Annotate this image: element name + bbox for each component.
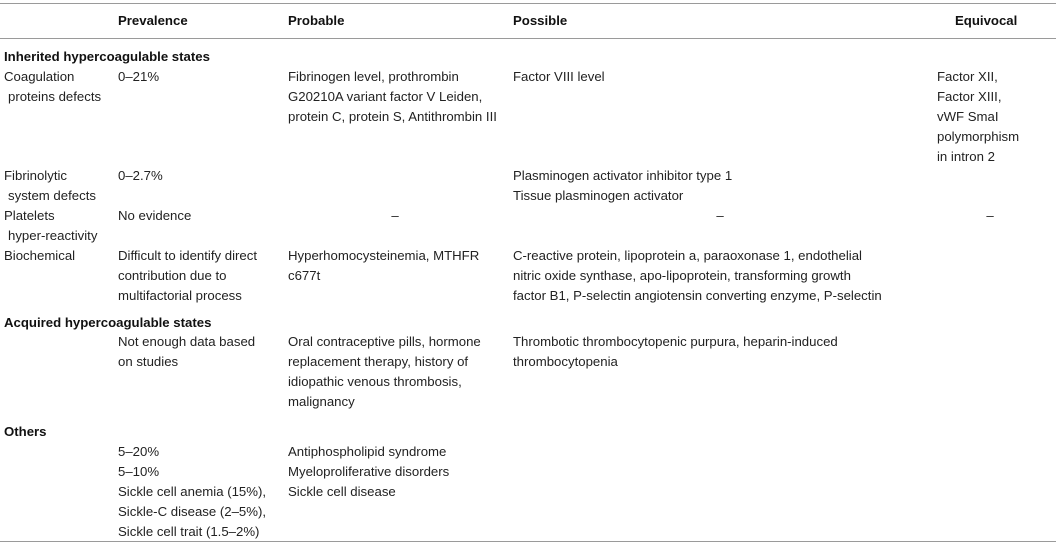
top-rule xyxy=(0,3,1056,4)
cell-line: multifactorial process xyxy=(118,288,242,303)
cell-line: Myeloproliferative disorders xyxy=(288,464,450,479)
cell-line: Hyperhomocysteinemia, MTHFR xyxy=(288,248,480,263)
cell-line: Not enough data based xyxy=(118,334,256,349)
cell-line: 0–21% xyxy=(118,69,160,84)
others-prevalence xyxy=(118,442,266,542)
cell-line: C-reactive protein, lipoprotein a, paraoxonase 1, endothelial xyxy=(513,248,862,263)
header-possible: Possible xyxy=(513,13,568,28)
acquired-prevalence xyxy=(118,332,255,372)
cell-line: Sickle-C disease (2–5%), xyxy=(118,504,267,519)
header-prevalence: Prevalence xyxy=(118,13,188,28)
cell-line: nitric oxide synthase, apo-lipoprotein, transforming growth xyxy=(513,268,851,283)
acquired-probable xyxy=(288,332,481,412)
cell-line: G20210A variant factor V Leiden, xyxy=(288,89,483,104)
cell-line: Factor XII, xyxy=(937,69,998,84)
section-inherited: Inherited hypercoagulable states xyxy=(4,49,210,64)
row-label-line: Platelets xyxy=(4,208,55,223)
cell-line: Sickle cell anemia (15%), xyxy=(118,484,267,499)
cell-line: 5–10% xyxy=(118,464,160,479)
row-label-line: proteins defects xyxy=(8,89,102,104)
biochemical-probable xyxy=(288,246,479,286)
cell-line: replacement therapy, history of xyxy=(288,354,469,369)
row-label-line: Fibrinolytic xyxy=(4,168,68,183)
coagulation-possible xyxy=(513,67,605,87)
row-label-platelets xyxy=(4,206,97,246)
cell-line: Oral contraceptive pills, hormone xyxy=(288,334,481,349)
cell-line: Sickle cell trait (1.5–2%) xyxy=(118,524,260,539)
cell-line: on studies xyxy=(118,354,179,369)
section-others: Others xyxy=(4,424,47,439)
cell-line: idiopathic venous thrombosis, xyxy=(288,374,462,389)
cell-line: Difficult to identify direct xyxy=(118,248,258,263)
cell-line: Thrombotic thrombocytopenic purpura, heparin-induced xyxy=(513,334,838,349)
row-label-biochemical xyxy=(4,246,75,266)
cell-line: c677t xyxy=(288,268,321,283)
coagulation-prevalence xyxy=(118,67,159,87)
header-probable: Probable xyxy=(288,13,345,28)
platelets-probable-dash: – xyxy=(391,208,399,223)
platelets-possible-dash: – xyxy=(716,208,724,223)
section-acquired: Acquired hypercoagulable states xyxy=(4,315,212,330)
biochemical-prevalence xyxy=(118,246,257,306)
cell-line: No evidence xyxy=(118,208,192,223)
cell-line: thrombocytopenia xyxy=(513,354,618,369)
row-label-coagulation xyxy=(4,67,101,107)
cell-line: Factor XIII, xyxy=(937,89,1002,104)
row-label-line: system defects xyxy=(8,188,96,203)
acquired-possible xyxy=(513,332,838,372)
cell-line: Plasminogen activator inhibitor type 1 xyxy=(513,168,733,183)
cell-line: in intron 2 xyxy=(937,149,995,164)
header-rule xyxy=(0,38,1056,39)
cell-line: vWF SmaI xyxy=(937,109,999,124)
coagulation-equivocal xyxy=(937,67,1019,167)
platelets-equivocal-dash: – xyxy=(986,208,994,223)
cell-line: factor B1, P-selectin angiotensin converting enzyme, P-selectin xyxy=(513,288,882,303)
cell-line: Sickle cell disease xyxy=(288,484,396,499)
cell-line: Antiphospholipid syndrome xyxy=(288,444,447,459)
coagulation-probable xyxy=(288,67,497,127)
platelets-prevalence xyxy=(118,206,191,226)
row-label-line: Biochemical xyxy=(4,248,76,263)
cell-line: malignancy xyxy=(288,394,355,409)
cell-line: polymorphism xyxy=(937,129,1020,144)
others-probable xyxy=(288,442,449,502)
cell-line: protein C, protein S, Antithrombin III xyxy=(288,109,497,124)
cell-line: Fibrinogen level, prothrombin xyxy=(288,69,459,84)
fibrinolytic-prevalence xyxy=(118,166,163,186)
cell-line: 0–2.7% xyxy=(118,168,163,183)
row-label-line: hyper-reactivity xyxy=(8,228,98,243)
row-label-line: Coagulation xyxy=(4,69,75,84)
biochemical-possible xyxy=(513,246,882,306)
header-equivocal: Equivocal xyxy=(955,13,1018,28)
cell-line: Tissue plasminogen activator xyxy=(513,188,684,203)
row-label-fibrinolytic xyxy=(4,166,96,206)
cell-line: Factor VIII level xyxy=(513,69,605,84)
cell-line: contribution due to xyxy=(118,268,227,283)
fibrinolytic-possible xyxy=(513,166,732,206)
cell-line: 5–20% xyxy=(118,444,160,459)
